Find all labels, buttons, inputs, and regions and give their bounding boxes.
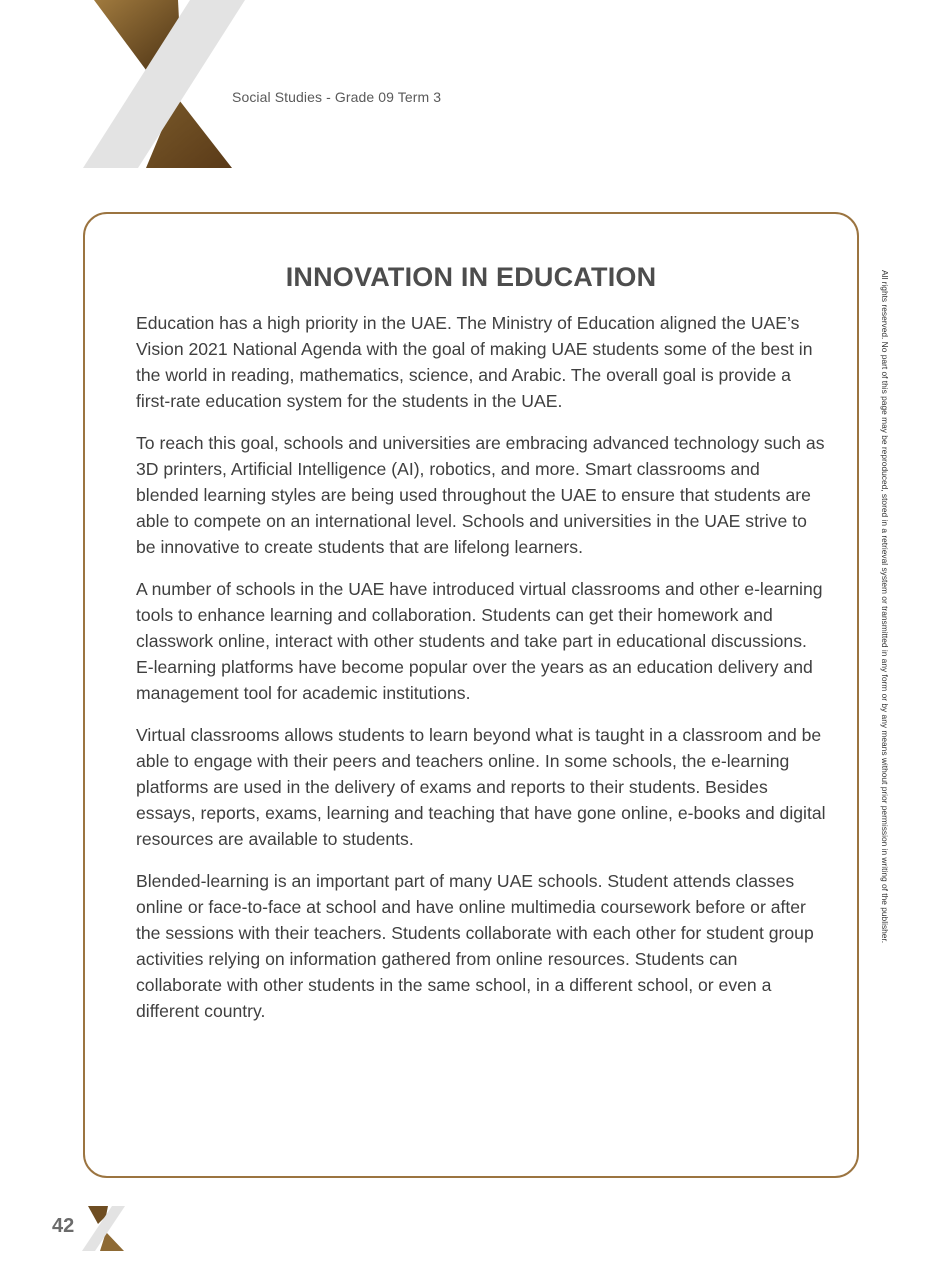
article-panel (83, 212, 859, 1178)
paragraph: Virtual classrooms allows students to learn beyond what is taught in a classroom and be able to engage with their peers and teachers online. In some schools, the e-learning platforms are used in the delivery of exams and reports to their students. Besides essays, reports, exams, learning and teaching that have gone online, e-books and digital resources are available to students. (136, 725, 826, 849)
paragraph: A number of schools in the UAE have introduced virtual classrooms and other e-learning tools to enhance learning and collaboration. Students can get their homework and classwork online, interact with other students and take part in educational discussions. E-learning platforms have become popular over the years as an education delivery and management tool for academic institutions. (136, 579, 823, 703)
paragraph: Blended-learning is an important part of many UAE schools. Student attends classes online or face-to-face at school and have online multimedia coursework before or after the sessions with their teachers. Students collaborate with each other for student group activities relying on information gathered from online resources. Students can collaborate with other students in the same school, in a different school, or even a different country. (136, 871, 814, 1021)
copyright-notice (876, 270, 890, 1006)
x-logo-icon (80, 0, 250, 168)
copyright-text: All rights reserved. No part of this page may be reproduced, stored in a retrieval system or transmitted in any form or by any means without prior permission in writing of the publisher. (880, 270, 890, 944)
running-header: Social Studies - Grade 09 Term 3 (232, 89, 442, 105)
paragraph: Education has a high priority in the UAE. The Ministry of Education aligned the UAE’s Vision 2021 National Agenda with the goal of making UAE students some of the best in the world in reading, mathematics, science, and Arabic. The overall goal is provide a first-rate education system for the students in the UAE. (136, 313, 813, 411)
page-number: 42 (52, 1215, 75, 1237)
article-body (136, 310, 826, 1040)
paragraph: To reach this goal, schools and universities are embracing advanced technology such as 3D printers, Artificial Intelligence (AI), robotics, and more. Smart classrooms and blended learning styles are being used throughout the UAE to ensure that students are able to compete on an international level. Schools and universities in the UAE strive to be innovative to create students that are lifelong learners. (136, 433, 825, 557)
x-logo-small-icon (82, 1206, 126, 1251)
article-title: INNOVATION IN EDUCATION (285, 262, 657, 292)
